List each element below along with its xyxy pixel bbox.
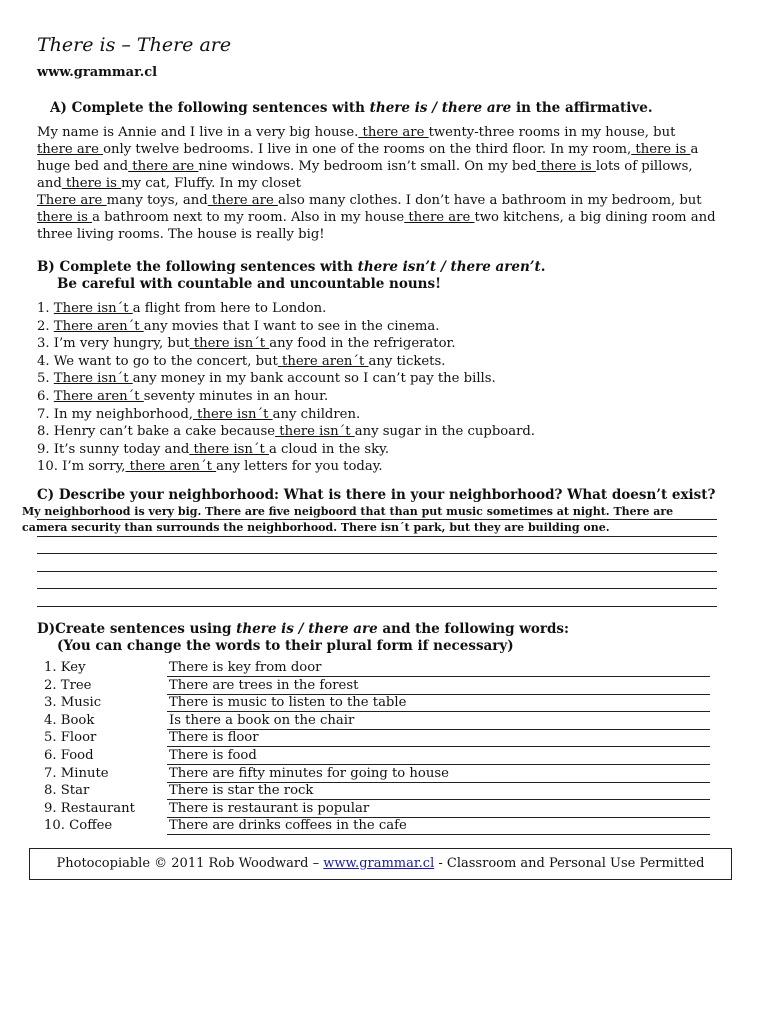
word-prompt: 4. Book: [44, 712, 95, 728]
section-b-letter: B): [37, 259, 55, 275]
section-b-heading: [37, 259, 545, 276]
section-d-heading-em: there is / there are: [236, 621, 378, 637]
section-b-heading-pre: Complete the following sentences with: [59, 259, 353, 275]
section-a-heading-post: in the affirmative.: [515, 100, 653, 116]
filled-blank[interactable]: there isn´t: [192, 406, 273, 422]
filled-blank[interactable]: there are: [207, 193, 278, 208]
footer-link[interactable]: www.grammar.cl: [323, 856, 435, 871]
sentence-text: any food in the refrigerator.: [269, 336, 456, 352]
section-c-letter: C): [37, 487, 55, 503]
sentence-text: 8. Henry can’t bake a cake because: [37, 424, 276, 440]
paragraph-line: [37, 209, 737, 226]
filled-blank[interactable]: There aren´t: [53, 318, 144, 334]
sentence-text: 3. I’m very hungry, but: [37, 336, 190, 352]
paragraph-line: [37, 124, 737, 141]
list-item: [37, 458, 535, 476]
section-d-heading-pre: Create sentences using: [55, 621, 232, 637]
section-c-heading-text: Describe your neighborhood: What is there in your neighborhood? What doesn’t exist?: [58, 487, 716, 503]
section-d-heading: [37, 621, 569, 638]
answer-field[interactable]: There is floor: [167, 730, 710, 747]
sentence-text: also many clothes. I don’t have a bathroom in my bedroom, but: [277, 193, 702, 208]
paragraph-line: [37, 158, 737, 175]
sentence-text: only twelve bedrooms. I live in one of the rooms on the third floor. In my room,: [103, 142, 632, 157]
filled-blank[interactable]: there is: [631, 142, 691, 157]
sentence-text: 7. In my neighborhood,: [37, 406, 193, 422]
section-a-paragraph: [37, 124, 737, 243]
filled-blank[interactable]: there isn´t: [189, 336, 270, 352]
word-prompt: 1. Key: [44, 660, 86, 675]
filled-blank[interactable]: there is: [61, 176, 122, 191]
answer-field[interactable]: There is food: [167, 748, 710, 765]
list-item: [37, 335, 535, 353]
answer-field[interactable]: There is restaurant is popular: [167, 801, 710, 818]
list-item: [37, 441, 535, 459]
sentence-text: any sugar in the cupboard.: [354, 424, 536, 440]
section-b-heading-post: .: [540, 259, 546, 275]
answer-field[interactable]: There is key from door: [167, 660, 710, 677]
list-item: [37, 300, 535, 318]
list-item: [37, 353, 535, 371]
answer-field[interactable]: There are fifty minutes for going to house: [167, 766, 710, 783]
sentence-text: any tickets.: [368, 353, 446, 369]
sentence-text: my cat, Fluffy. In my closet: [121, 176, 301, 191]
sentence-text: two kitchens, a big dining room and: [474, 210, 716, 225]
sentence-text: 10. I’m sorry,: [37, 459, 126, 475]
word-prompt: 3. Music: [44, 695, 102, 711]
sentence-text: 1.: [37, 301, 54, 316]
section-c-answer[interactable]: My neighborhood is very big. There are five neigboord that than put music sometimes at night. There are camera security than surrounds the neighborhood. There isn´t park, but they are building one.: [22, 505, 674, 534]
sentence-text: huge bed and: [37, 159, 129, 174]
section-b-heading-em: there isn’t / there aren’t: [357, 259, 541, 275]
paragraph-line: [37, 175, 737, 192]
footer-text-pre: Photocopiable © 2011 Rob Woodward –: [56, 856, 324, 871]
word-prompt: 7. Minute: [44, 765, 109, 781]
filled-blank[interactable]: there is: [37, 210, 93, 225]
section-a-heading-pre: Complete the following sentences with: [71, 100, 365, 116]
sentence-text: a cloud in the sky.: [268, 441, 390, 457]
filled-blank[interactable]: there aren´t: [125, 459, 217, 475]
word-prompt: 9. Restaurant: [44, 800, 135, 816]
list-item: [37, 406, 535, 424]
filled-blank[interactable]: there are: [358, 125, 429, 140]
sentence-text: any letters for you today.: [216, 459, 383, 475]
section-a-letter: A): [50, 100, 67, 116]
sentence-text: 9. It’s sunny today and: [37, 441, 190, 457]
section-b-list: [37, 300, 535, 476]
answer-field[interactable]: Is there a book on the chair: [167, 713, 710, 730]
sentence-text: 6.: [37, 388, 54, 404]
word-prompt: 6. Food: [44, 747, 94, 763]
worksheet-title: There is – There are: [37, 34, 232, 56]
word-prompt: 10. Coffee: [44, 818, 113, 834]
site-url[interactable]: www.grammar.cl: [37, 65, 158, 80]
word-prompt: 8. Star: [44, 783, 90, 799]
sentence-text: 4. We want to go to the concert, but: [37, 353, 278, 369]
sentence-text: lots of pillows,: [595, 159, 693, 174]
answer-field[interactable]: There are drinks coffees in the cafe: [167, 818, 710, 835]
word-prompt: 5. Floor: [44, 730, 97, 746]
filled-blank[interactable]: There are: [37, 193, 107, 208]
section-d-letter: D): [37, 621, 56, 637]
list-item: [37, 388, 535, 406]
answer-line: [37, 519, 717, 520]
filled-blank[interactable]: there is: [536, 159, 596, 174]
filled-blank[interactable]: there isn´t: [189, 441, 269, 457]
sentence-text: a: [690, 142, 699, 157]
sentence-text: seventy minutes in an hour.: [143, 388, 329, 404]
section-c-heading: [37, 487, 715, 504]
list-item: [37, 370, 535, 388]
sentence-text: 5.: [37, 371, 54, 387]
sentence-text: any children.: [272, 406, 361, 422]
filled-blank[interactable]: there are: [37, 142, 104, 157]
sentence-text: any money in my bank account so I can’t pay the bills.: [132, 371, 496, 387]
word-prompt: 2. Tree: [44, 677, 92, 693]
answer-field[interactable]: There is star the rock: [167, 783, 710, 800]
filled-blank[interactable]: There isn´t: [53, 371, 133, 387]
answer-line: [37, 606, 717, 607]
answer-line: [37, 553, 717, 554]
answer-line: [37, 536, 717, 537]
sentence-text: nine windows. My bedroom isn’t small. On my bed: [198, 159, 537, 174]
section-d-heading-post: and the following words:: [382, 621, 569, 637]
answer-line: [37, 588, 717, 589]
section-d-subheading: (You can change the words to their plural form if necessary): [57, 638, 514, 654]
filled-blank[interactable]: there isn´t: [275, 424, 355, 440]
list-item: [37, 423, 535, 441]
answer-field[interactable]: There are trees in the forest: [167, 678, 710, 695]
section-a-heading: [50, 100, 653, 117]
paragraph-line: [37, 192, 737, 209]
section-b-subheading: Be careful with countable and uncountable nouns!: [57, 276, 442, 292]
section-a-heading-em: there is / there are: [369, 100, 512, 116]
list-item: [37, 318, 535, 336]
sentence-text: three living rooms. The house is really big!: [37, 227, 325, 242]
footer-box: [29, 848, 732, 880]
filled-blank[interactable]: There isn´t: [53, 301, 133, 316]
sentence-text: and: [37, 176, 62, 191]
filled-blank[interactable]: there are: [128, 159, 199, 174]
sentence-text: a bathroom next to my room. Also in my house: [92, 210, 405, 225]
sentence-text: 2.: [37, 318, 54, 334]
filled-blank[interactable]: there aren´t: [277, 353, 369, 369]
answer-field[interactable]: There is music to listen to the table: [167, 695, 710, 712]
filled-blank[interactable]: There aren´t: [53, 388, 144, 404]
footer-text-post: - Classroom and Personal Use Permitted: [434, 856, 705, 871]
sentence-text: many toys, and: [106, 193, 208, 208]
paragraph-line: [37, 226, 737, 243]
answer-line: [37, 571, 717, 572]
sentence-text: any movies that I want to see in the cinema.: [143, 318, 440, 334]
sentence-text: twenty-three rooms in my house, but: [428, 125, 676, 140]
sentence-text: a flight from here to London.: [132, 301, 327, 316]
paragraph-line: [37, 141, 737, 158]
sentence-text: My name is Annie and I live in a very big house.: [37, 125, 359, 140]
filled-blank[interactable]: there are: [404, 210, 475, 225]
